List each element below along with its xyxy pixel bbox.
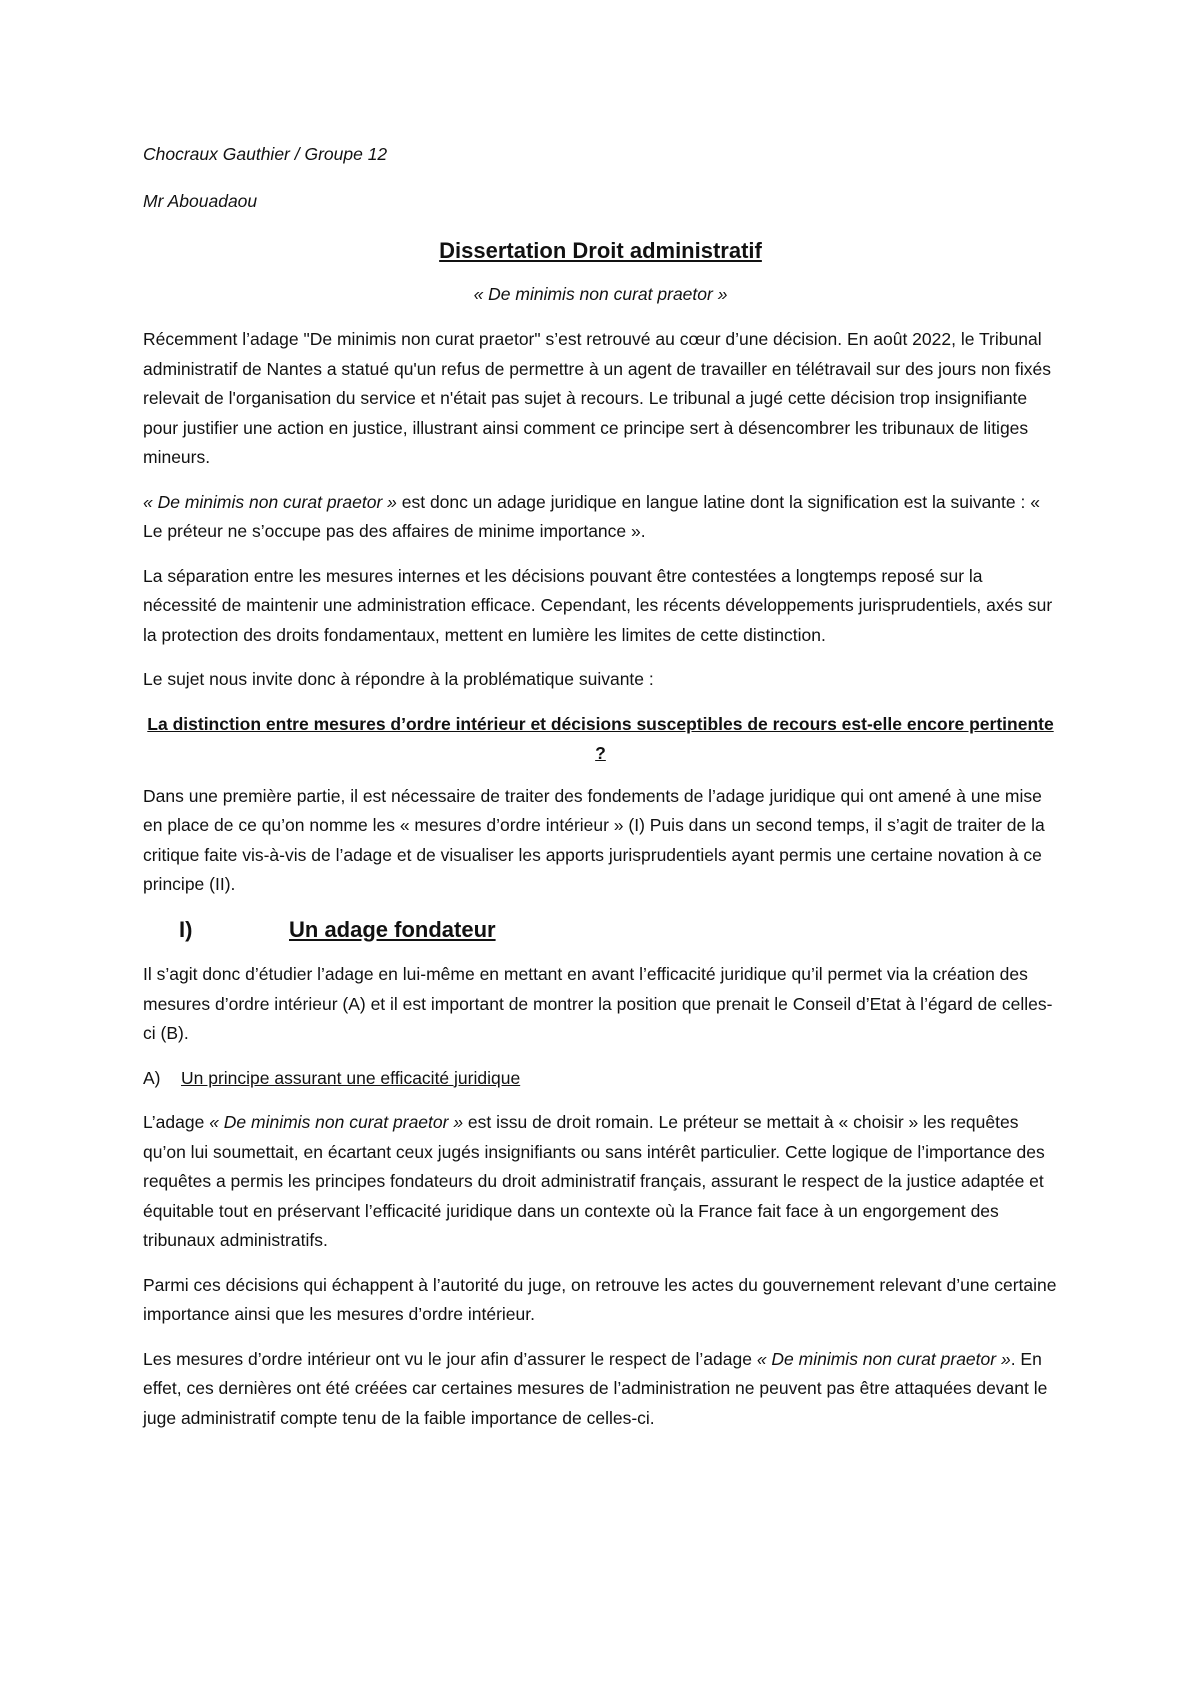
intro-paragraph-4: Le sujet nous invite donc à répondre à la problématique suivante :	[143, 669, 654, 689]
subsection-a-paragraph-2: Parmi ces décisions qui échappent à l’autorité du juge, on retrouve les actes du gouvernement relevant d’une certaine importance ainsi que les mesures d’ordre intérieur.	[143, 1274, 1057, 1324]
document-title: Dissertation Droit administratif	[439, 238, 762, 263]
subsection-a-p1-start: L’adage	[143, 1112, 210, 1132]
subsection-a-p3-start: Les mesures d’ordre intérieur ont vu le jour afin d’assurer le respect de l’adage	[143, 1348, 757, 1369]
author-line: Chocraux Gauthier / Groupe 12	[143, 144, 388, 164]
section-heading-1	[143, 915, 1058, 945]
adage-quote: « De minimis non curat praetor »	[143, 491, 397, 512]
section-number: I)	[179, 916, 193, 942]
subsection-title: Un principe assurant une efficacité juridique	[181, 1067, 521, 1088]
document-page	[143, 140, 1058, 1448]
subsection-number: A)	[143, 1067, 161, 1088]
subsection-a-p3-text: . En effet, ces dernières ont été créées car certaines mesures de l’administration ne peuvent pas être attaquées devant le juge administratif compte tenu de la faible importance de celles-ci.	[143, 1348, 1048, 1428]
subsection-a-paragraph-1	[143, 1108, 1058, 1256]
section-title: Un adage fondateur	[289, 916, 496, 942]
subsection-a-paragraph-3	[143, 1345, 1058, 1434]
adage-subtitle: « De minimis non curat praetor »	[473, 283, 728, 304]
problematique: La distinction entre mesures d’ordre intérieur et décisions susceptibles de recours est-elle encore pertinente ?	[147, 713, 1054, 763]
teacher-line: Mr Abouadaou	[143, 190, 258, 211]
intro-paragraph-2	[143, 488, 1058, 547]
adage-quote: « De minimis non curat praetor »	[756, 1348, 1011, 1369]
intro-paragraph-1: Récemment l’adage "De minimis non curat praetor" s’est retrouvé au cœur d’une décision. En août 2022, le Tribunal administratif de Nantes a statué qu'un refus de permettre à un agent de travailler en télétravail sur des jours non fixés relevait de l'organisation du service et n'était pas sujet à recours. Le tribunal a jugé cette décision trop insignifiante pour justifier une action en justice, illustrant ainsi comment ce principe sert à désencombrer les tribunaux de litiges mineurs.	[143, 329, 1052, 467]
adage-quote: « De minimis non curat praetor »	[209, 1112, 464, 1132]
intro-paragraph-3: La séparation entre les mesures internes et les décisions pouvant être contestées a longtemps reposé sur la nécessité de maintenir une administration efficace. Cependant, les récents développements jurisprudentiels, axés sur la protection des droits fondamentaux, mettent en lumière les limites de cette distinction.	[143, 565, 1053, 645]
intro-paragraph-2-text: est donc un adage juridique en langue latine dont la signification est la suivante : « Le préteur ne s’occupe pas des affaires de minime importance ».	[143, 491, 1040, 541]
subsection-a-p1-text: est issu de droit romain. Le préteur se mettait à « choisir » les requêtes qu’on lui soumettait, en écartant ceux jugés insignifiants ou sans intérêt particulier. Cette logique de l’importance des requêtes a permis les principes fondateurs du droit administratif français, assurant le respect de la justice adaptée et équitable tout en préservant l’efficacité juridique dans un contexte où la France fait face à un engorgement des tribunaux administratifs.	[143, 1112, 1045, 1250]
subsection-heading-a	[143, 1064, 1058, 1094]
intro-paragraph-5: Dans une première partie, il est nécessaire de traiter des fondements de l’adage juridique qui ont amené à une mise en place de ce qu’on nomme les « mesures d’ordre intérieur » (I) Puis dans un second temps, il s’agit de traiter de la critique faite vis-à-vis de l’adage et de visualiser les apports jurisprudentiels ayant permis une certaine novation à ce principe (II).	[143, 785, 1045, 894]
section-1-intro: Il s’agit donc d’étudier l’adage en lui-même en mettant en avant l’efficacité juridique qu’il permet via la création des mesures d’ordre intérieur (A) et il est important de montrer la position que prenait le Conseil d’Etat à l’égard de celles-ci (B).	[143, 964, 1053, 1043]
